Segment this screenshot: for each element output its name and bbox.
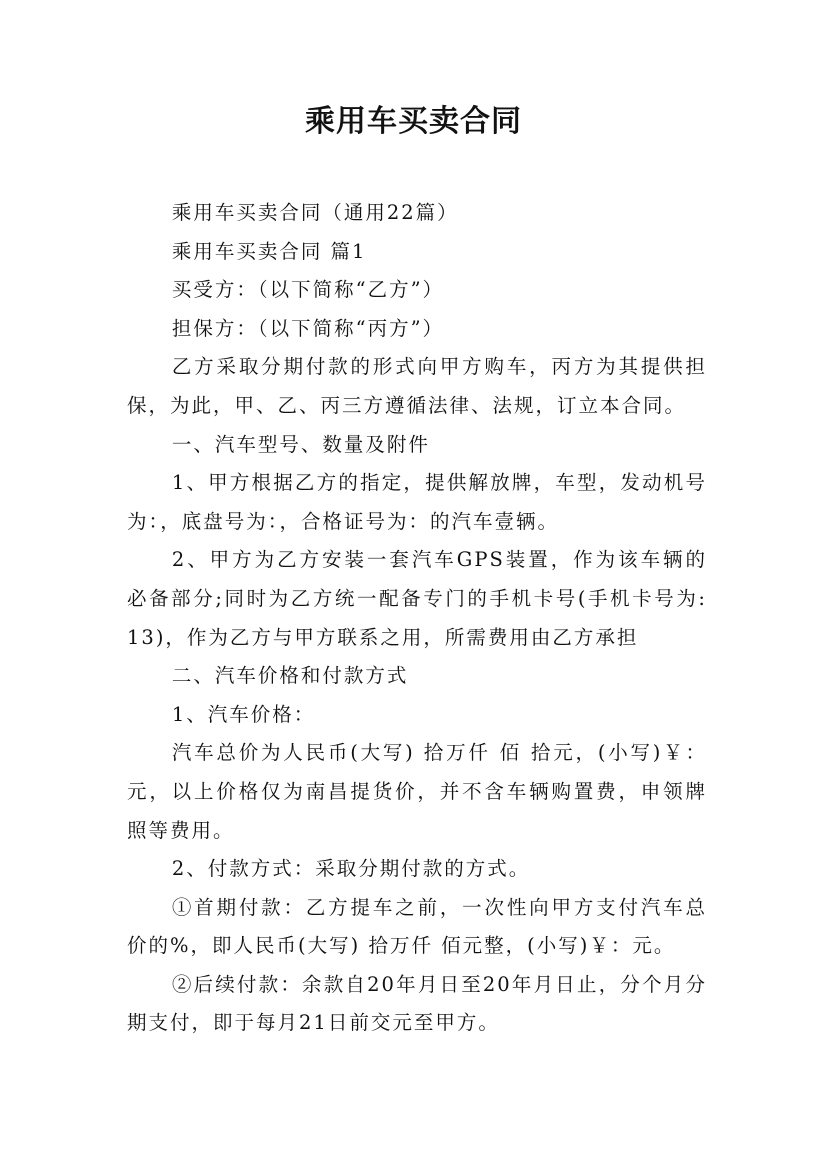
paragraph: 汽车总价为人民币(大写) 拾万仟 佰 拾元，(小写)￥：元，以上价格仅为南昌提货价，并不含车辆购置费，申领牌照等费用。 (127, 741, 707, 842)
paragraph: 乘用车买卖合同（通用22篇） (171, 201, 459, 224)
paragraph: ①首期付款：乙方提车之前，一次性向甲方支付汽车总价的%，即人民币(大写) 拾万仟 佰元整，(小写)￥：元。 (127, 895, 707, 958)
paragraph: 2、付款方式：采取分期付款的方式。 (171, 857, 531, 881)
section-heading: 一、汽车型号、数量及附件 (171, 432, 430, 456)
paragraph: 1、甲方根据乙方的指定，提供解放牌，车型，发动机号为：，底盘号为：，合格证号为：的汽车壹辆。 (127, 471, 707, 533)
paragraph: 买受方：（以下简称“乙方”） (171, 278, 445, 302)
paragraph: 1、汽车价格： (171, 702, 316, 726)
document-body (127, 194, 707, 1043)
paragraph: 乘用车买卖合同 篇1 (171, 239, 367, 263)
paragraph: ②后续付款：余款自20年月日至20年月日止，分个月分期支付，即于每月21日前交元至甲方。 (127, 972, 707, 1035)
paragraph: 乙方采取分期付款的形式向甲方购车，丙方为其提供担保，为此，甲、乙、丙三方遵循法律、法规，订立本合同。 (127, 355, 707, 417)
section-heading: 二、汽车价格和付款方式 (171, 664, 409, 688)
document-title: 乘用车买卖合同 (305, 104, 522, 139)
paragraph: 2、甲方为乙方安装一套汽车GPS装置，作为该车辆的必备部分;同时为乙方统一配备专门的手机卡号(手机卡号为: 13)，作为乙方与甲方联系之用，所需费用由乙方承担 (127, 548, 707, 649)
paragraph: 担保方：（以下简称“丙方”） (171, 316, 445, 340)
